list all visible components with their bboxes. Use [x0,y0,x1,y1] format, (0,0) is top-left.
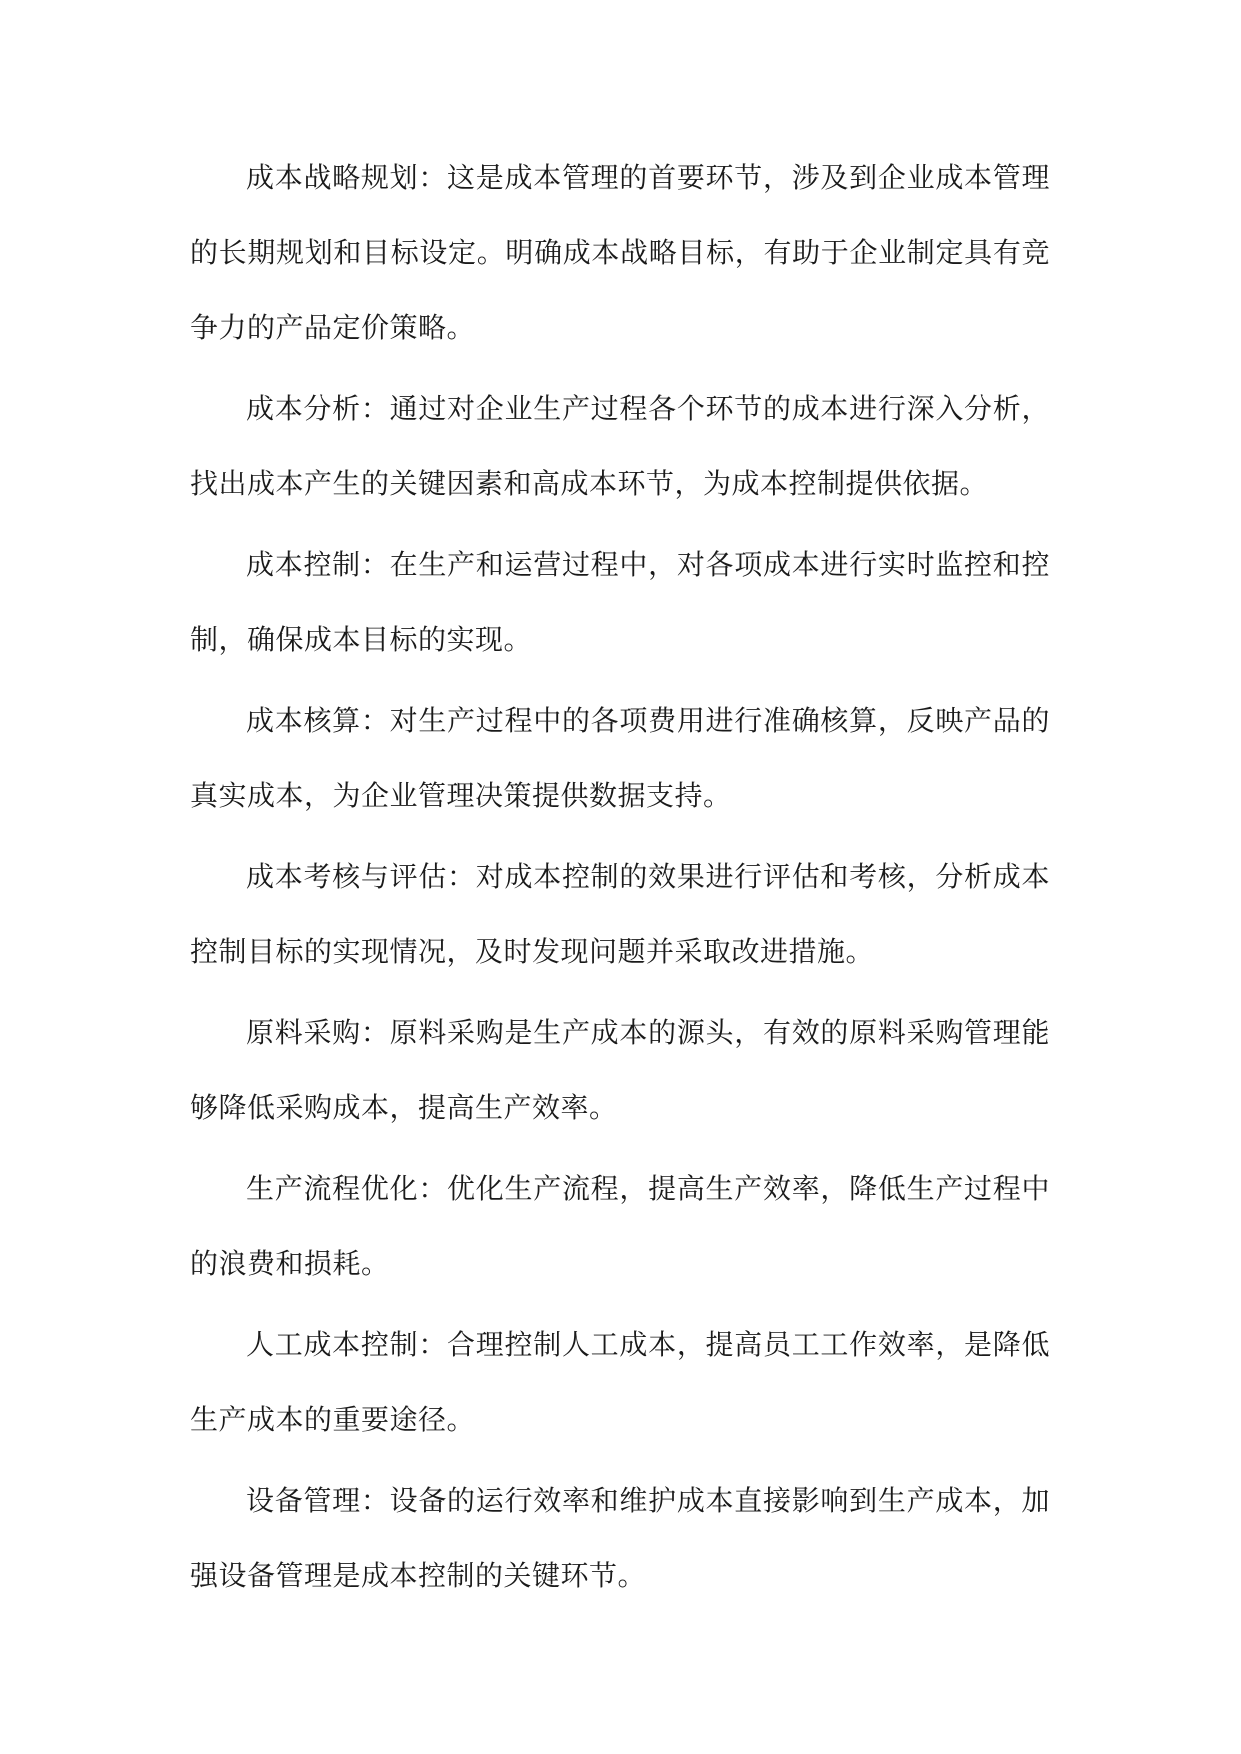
document-body [190,140,1050,1619]
paragraph-raw-material-procurement: 原料采购：原料采购是生产成本的源头，有效的原料采购管理能够降低采购成本，提高生产效率。 [190,1016,1050,1124]
paragraph-cost-assessment: 成本考核与评估：对成本控制的效果进行评估和考核，分析成本控制目标的实现情况，及时发现问题并采取改进措施。 [190,860,1050,968]
paragraph-equipment-management: 设备管理：设备的运行效率和维护成本直接影响到生产成本，加强设备管理是成本控制的关键环节。 [190,1484,1050,1592]
paragraph-labor-cost-control: 人工成本控制：合理控制人工成本，提高员工工作效率，是降低生产成本的重要途径。 [190,1328,1050,1436]
paragraph-cost-strategy-planning: 成本战略规划：这是成本管理的首要环节，涉及到企业成本管理的长期规划和目标设定。明确成本战略目标，有助于企业制定具有竞争力的产品定价策略。 [190,161,1050,344]
paragraph-cost-analysis: 成本分析：通过对企业生产过程各个环节的成本进行深入分析，找出成本产生的关键因素和高成本环节，为成本控制提供依据。 [190,392,1050,500]
paragraph-process-optimization: 生产流程优化：优化生产流程，提高生产效率，降低生产过程中的浪费和损耗。 [190,1172,1050,1280]
paragraph-cost-control: 成本控制：在生产和运营过程中，对各项成本进行实时监控和控制，确保成本目标的实现。 [190,548,1050,656]
paragraph-cost-accounting: 成本核算：对生产过程中的各项费用进行准确核算，反映产品的真实成本，为企业管理决策提供数据支持。 [190,704,1050,812]
